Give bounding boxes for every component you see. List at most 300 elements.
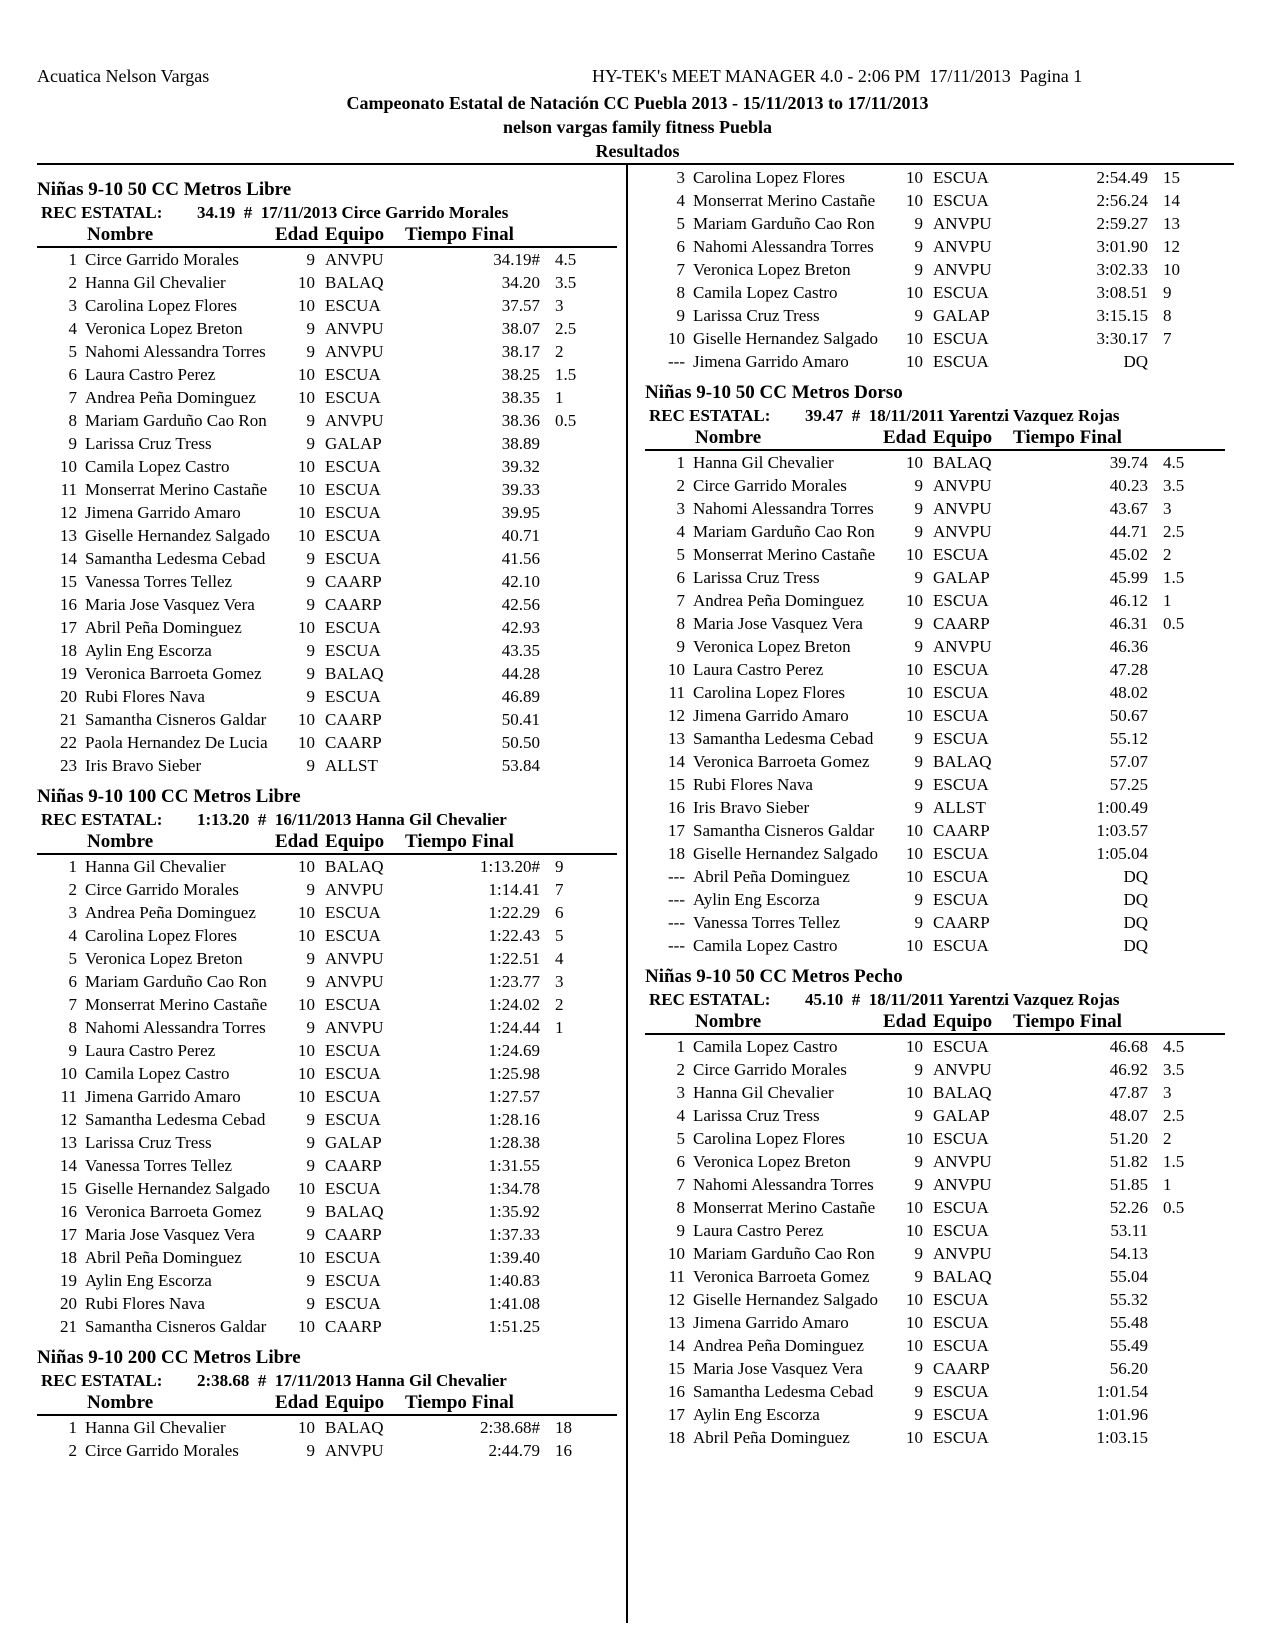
points: 3.5 (1163, 1060, 1185, 1079)
event-title: Niñas 9-10 50 CC Metros Libre (37, 179, 292, 200)
column-header-age: Edad (275, 224, 319, 245)
team: ESCUA (325, 365, 381, 384)
final-time: 34.20 (501, 273, 540, 292)
swimmer-name: Samantha Cisneros Galdar (693, 821, 875, 840)
place: 4 (68, 926, 77, 945)
final-time: 47.28 (1109, 660, 1148, 679)
age: 10 (906, 821, 923, 840)
place: 6 (68, 972, 77, 991)
table-header (37, 1392, 617, 1416)
age: 9 (306, 342, 315, 361)
team: ANVPU (933, 214, 992, 233)
place: 7 (676, 591, 685, 610)
team: BALAQ (933, 1083, 992, 1102)
place: 10 (668, 1244, 685, 1263)
age: 9 (914, 499, 923, 518)
team: ANVPU (325, 972, 384, 991)
table-row (37, 1416, 617, 1439)
swimmer-name: Camila Lopez Castro (693, 936, 838, 955)
age: 9 (914, 890, 923, 909)
record-label: REC ESTATAL: (41, 810, 163, 829)
age: 10 (906, 1428, 923, 1447)
place: 22 (60, 733, 77, 752)
age: 10 (906, 329, 923, 348)
table-row (37, 363, 617, 386)
swimmer-name: Monserrat Merino Castañe (693, 1198, 876, 1217)
points (1163, 350, 1213, 373)
points: 18 (555, 1418, 572, 1437)
age: 9 (306, 756, 315, 775)
team: GALAP (933, 1106, 990, 1125)
place: 4 (676, 191, 685, 210)
age: 10 (906, 453, 923, 472)
points: 3 (1163, 499, 1172, 518)
age: 10 (298, 1041, 315, 1060)
place: --- (668, 890, 685, 909)
place: 9 (676, 306, 685, 325)
points: 3 (555, 296, 564, 315)
right-column (645, 166, 1225, 1457)
age: 9 (914, 798, 923, 817)
table-row (37, 878, 617, 901)
points (1163, 750, 1213, 773)
swimmer-name: Circe Garrido Morales (693, 476, 847, 495)
points (1163, 1403, 1213, 1426)
age: 10 (906, 660, 923, 679)
column-header-team: Equipo (325, 1392, 385, 1413)
team: BALAQ (933, 752, 992, 771)
place: 7 (68, 388, 77, 407)
final-time: 2:56.24 (1096, 191, 1148, 210)
place: 1 (68, 1418, 77, 1437)
place: 9 (68, 1041, 77, 1060)
column-header-name: Nombre (695, 427, 762, 448)
final-time: 40.23 (1109, 476, 1148, 495)
swimmer-name: Nahomi Alessandra Torres (693, 237, 874, 256)
team: ESCUA (933, 352, 989, 371)
points: 2 (1163, 545, 1172, 564)
place: 14 (60, 1156, 77, 1175)
age: 10 (298, 733, 315, 752)
team: BALAQ (325, 1418, 384, 1437)
event-title: Niñas 9-10 50 CC Metros Pecho (645, 966, 903, 987)
team: ANVPU (325, 1441, 384, 1460)
swimmer-name: Monserrat Merino Castañe (693, 545, 876, 564)
points (1163, 842, 1213, 865)
swimmer-name: Giselle Hernandez Salgado (85, 1179, 271, 1198)
place: --- (668, 352, 685, 371)
swimmer-name: Carolina Lopez Flores (85, 926, 238, 945)
table-row (645, 212, 1225, 235)
place: 5 (68, 949, 77, 968)
event-section (645, 381, 1225, 957)
team: ANVPU (325, 319, 384, 338)
final-time: 55.04 (1109, 1267, 1148, 1286)
swimmer-name: Mariam Garduño Cao Ron (693, 1244, 875, 1263)
event-section (37, 1346, 617, 1462)
table-row (645, 543, 1225, 566)
column-header-age: Edad (275, 1392, 319, 1413)
swimmer-name: Andrea Peña Dominguez (85, 388, 256, 407)
place: 10 (668, 660, 685, 679)
table-row (645, 1426, 1225, 1449)
column-header-name: Nombre (87, 224, 154, 245)
team: ESCUA (325, 549, 381, 568)
table-row (645, 1311, 1225, 1334)
table-row (37, 1062, 617, 1085)
place: 15 (60, 572, 77, 591)
final-time: 1:41.08 (488, 1294, 540, 1313)
table-row (37, 1085, 617, 1108)
column-header-team: Equipo (325, 224, 385, 245)
points: 7 (1163, 329, 1172, 348)
place: 6 (676, 568, 685, 587)
points: 0.5 (1163, 614, 1185, 633)
swimmer-name: Nahomi Alessandra Torres (693, 499, 874, 518)
age: 9 (914, 214, 923, 233)
age: 10 (906, 545, 923, 564)
team: ESCUA (325, 926, 381, 945)
place: 7 (676, 260, 685, 279)
final-time: 46.12 (1109, 591, 1148, 610)
place: 17 (60, 618, 77, 637)
final-time: 1:13.20# (480, 857, 540, 876)
points: 3 (555, 972, 564, 991)
table-row (37, 901, 617, 924)
swimmer-name: Larissa Cruz Tress (693, 1106, 820, 1125)
team: ESCUA (933, 683, 989, 702)
swimmer-name: Hanna Gil Chevalier (693, 453, 834, 472)
table-row (37, 386, 617, 409)
table-row (645, 281, 1225, 304)
age: 10 (298, 857, 315, 876)
place: 1 (68, 857, 77, 876)
place: 14 (668, 1336, 685, 1355)
age: 9 (306, 687, 315, 706)
points (555, 1131, 605, 1154)
swimmer-name: Larissa Cruz Tress (693, 568, 820, 587)
points: 0.5 (555, 411, 577, 430)
place: 5 (676, 214, 685, 233)
swimmer-name: Vanessa Torres Tellez (85, 572, 233, 591)
swimmer-name: Jimena Garrido Amaro (85, 1087, 241, 1106)
age: 9 (914, 775, 923, 794)
final-time: 1:14.41 (488, 880, 540, 899)
record-label: REC ESTATAL: (41, 1371, 163, 1390)
final-time: 39.74 (1109, 453, 1148, 472)
team: CAARP (325, 733, 382, 752)
final-time: 52.26 (1109, 1198, 1148, 1217)
age: 10 (906, 1037, 923, 1056)
points: 9 (555, 857, 564, 876)
points (555, 1177, 605, 1200)
table-row (37, 1439, 617, 1462)
points (1163, 865, 1213, 888)
table-row (645, 635, 1225, 658)
team: ANVPU (933, 522, 992, 541)
age: 10 (298, 526, 315, 545)
table-row (37, 317, 617, 340)
points (555, 547, 605, 570)
final-time: 42.56 (501, 595, 540, 614)
table-row (645, 1173, 1225, 1196)
swimmer-name: Mariam Garduño Cao Ron (85, 411, 267, 430)
final-time: 3:02.33 (1096, 260, 1148, 279)
swimmer-name: Hanna Gil Chevalier (693, 1083, 834, 1102)
table-row (37, 993, 617, 1016)
swimmer-name: Monserrat Merino Castañe (85, 480, 268, 499)
points (555, 455, 605, 478)
final-time: 53.84 (501, 756, 540, 775)
age: 10 (298, 1317, 315, 1336)
table-row (645, 258, 1225, 281)
table-row (37, 970, 617, 993)
final-time: 51.82 (1109, 1152, 1148, 1171)
team: ESCUA (933, 936, 989, 955)
final-time: 1:00.49 (1096, 798, 1148, 817)
place: 23 (60, 756, 77, 775)
place: 12 (668, 1290, 685, 1309)
event-section (37, 785, 617, 1338)
points (1163, 1311, 1213, 1334)
table-row (645, 750, 1225, 773)
age: 10 (298, 1418, 315, 1437)
swimmer-name: Abril Peña Dominguez (693, 867, 850, 886)
team: ANVPU (933, 476, 992, 495)
points: 2.5 (555, 319, 577, 338)
age: 9 (914, 729, 923, 748)
age: 10 (906, 191, 923, 210)
final-time: 57.25 (1109, 775, 1148, 794)
points: 2.5 (1163, 522, 1185, 541)
table-header (645, 427, 1225, 451)
place: 3 (676, 168, 685, 187)
swimmer-name: Veronica Barroeta Gomez (85, 1202, 262, 1221)
final-time: 1:23.77 (488, 972, 540, 991)
points (1163, 1242, 1213, 1265)
record-value: 1:13.20 # 16/11/2013 Hanna Gil Chevalier (197, 810, 507, 829)
points: 1 (1163, 591, 1172, 610)
swimmer-name: Rubi Flores Nava (85, 1294, 205, 1313)
place: 5 (68, 342, 77, 361)
team: ESCUA (933, 1037, 989, 1056)
state-record (37, 809, 617, 831)
team: ESCUA (933, 867, 989, 886)
age: 10 (298, 480, 315, 499)
team: ANVPU (933, 1244, 992, 1263)
place: 11 (668, 683, 685, 702)
place: 1 (68, 250, 77, 269)
team: ESCUA (325, 995, 381, 1014)
points (555, 1315, 605, 1338)
swimmer-name: Monserrat Merino Castañe (693, 191, 876, 210)
points: 4 (555, 949, 564, 968)
team: ESCUA (933, 706, 989, 725)
place: 14 (668, 752, 685, 771)
team: ESCUA (325, 1294, 381, 1313)
final-time: 3:01.90 (1096, 237, 1148, 256)
age: 10 (298, 365, 315, 384)
place: --- (668, 913, 685, 932)
team: ANVPU (933, 1060, 992, 1079)
place: --- (668, 936, 685, 955)
place: 12 (60, 1110, 77, 1129)
swimmer-name: Nahomi Alessandra Torres (693, 1175, 874, 1194)
software-info: HY-TEK's MEET MANAGER 4.0 - 2:06 PM 17/11/2013 Pagina 1 (592, 66, 1083, 86)
final-time: 2:38.68# (480, 1418, 540, 1437)
team: ANVPU (933, 1175, 992, 1194)
team: ANVPU (325, 880, 384, 899)
table-row (645, 681, 1225, 704)
final-time: 42.93 (501, 618, 540, 637)
column-header-age: Edad (275, 831, 319, 852)
swimmer-name: Abril Peña Dominguez (693, 1428, 850, 1447)
swimmer-name: Abril Peña Dominguez (85, 618, 242, 637)
final-time: 43.67 (1109, 499, 1148, 518)
place: 8 (68, 411, 77, 430)
points: 13 (1163, 214, 1180, 233)
age: 10 (298, 388, 315, 407)
points: 1 (555, 388, 564, 407)
table-row (645, 497, 1225, 520)
team: ANVPU (325, 949, 384, 968)
points: 4.5 (1163, 1037, 1185, 1056)
team: CAARP (933, 821, 990, 840)
team: ESCUA (933, 1382, 989, 1401)
swimmer-name: Camila Lopez Castro (693, 1037, 838, 1056)
final-time: 46.89 (501, 687, 540, 706)
venue-name: nelson vargas family fitness Puebla (502, 117, 772, 137)
table-row (645, 1150, 1225, 1173)
final-time: DQ (1123, 890, 1148, 909)
points: 2 (555, 342, 564, 361)
table-row (37, 754, 617, 777)
team: ESCUA (325, 1064, 381, 1083)
table-row (37, 409, 617, 432)
table-row (645, 589, 1225, 612)
age: 9 (914, 568, 923, 587)
team: ESCUA (933, 1198, 989, 1217)
swimmer-name: Giselle Hernandez Salgado (693, 329, 879, 348)
table-row (37, 639, 617, 662)
swimmer-name: Samantha Cisneros Galdar (85, 1317, 267, 1336)
final-time: 48.07 (1109, 1106, 1148, 1125)
age: 9 (306, 411, 315, 430)
points: 1 (555, 1018, 564, 1037)
age: 9 (306, 664, 315, 683)
table-row (37, 501, 617, 524)
team: ESCUA (933, 1313, 989, 1332)
table-row (37, 432, 617, 455)
age: 10 (906, 706, 923, 725)
final-time: 2:59.27 (1096, 214, 1148, 233)
place: 10 (60, 1064, 77, 1083)
swimmer-name: Abril Peña Dominguez (85, 1248, 242, 1267)
final-time: 1:34.78 (488, 1179, 540, 1198)
table-row (645, 566, 1225, 589)
age: 10 (298, 1064, 315, 1083)
team: ESCUA (933, 591, 989, 610)
team: CAARP (325, 1317, 382, 1336)
place: 3 (676, 1083, 685, 1102)
swimmer-name: Maria Jose Vasquez Vera (85, 1225, 255, 1244)
final-time: 55.32 (1109, 1290, 1148, 1309)
points (1163, 704, 1213, 727)
final-time: 55.49 (1109, 1336, 1148, 1355)
swimmer-name: Nahomi Alessandra Torres (85, 342, 266, 361)
team: ANVPU (933, 237, 992, 256)
team: ANVPU (933, 637, 992, 656)
table-row (37, 1016, 617, 1039)
swimmer-name: Samantha Ledesma Cebad (693, 729, 874, 748)
age: 10 (906, 1083, 923, 1102)
age: 9 (914, 1359, 923, 1378)
place: 19 (60, 664, 77, 683)
final-time: 45.02 (1109, 545, 1148, 564)
points (555, 478, 605, 501)
place: 21 (60, 1317, 77, 1336)
team: CAARP (933, 913, 990, 932)
place: 2 (68, 1441, 77, 1460)
final-time: 1:03.15 (1096, 1428, 1148, 1447)
swimmer-name: Circe Garrido Morales (85, 880, 239, 899)
age: 9 (914, 306, 923, 325)
team: ESCUA (325, 1110, 381, 1129)
final-time: 1:24.44 (488, 1018, 540, 1037)
table-row (37, 855, 617, 878)
age: 10 (906, 168, 923, 187)
points: 16 (555, 1441, 572, 1460)
age: 9 (306, 1018, 315, 1037)
table-row (645, 796, 1225, 819)
age: 9 (914, 614, 923, 633)
final-time: 1:51.25 (488, 1317, 540, 1336)
state-record (37, 1370, 617, 1392)
team: BALAQ (325, 664, 384, 683)
swimmer-name: Nahomi Alessandra Torres (85, 1018, 266, 1037)
points: 7 (555, 880, 564, 899)
final-time: 1:01.96 (1096, 1405, 1148, 1424)
final-time: 44.71 (1109, 522, 1148, 541)
table-row (37, 1039, 617, 1062)
team: BALAQ (325, 857, 384, 876)
points: 2 (1163, 1129, 1172, 1148)
points: 1.5 (1163, 568, 1185, 587)
points: 0.5 (1163, 1198, 1185, 1217)
swimmer-name: Aylin Eng Escorza (85, 1271, 212, 1290)
place: 17 (60, 1225, 77, 1244)
team: CAARP (325, 595, 382, 614)
table-row (37, 662, 617, 685)
team: ESCUA (325, 503, 381, 522)
place: 5 (676, 1129, 685, 1148)
table-row (37, 1154, 617, 1177)
age: 10 (298, 1248, 315, 1267)
table-row (645, 1403, 1225, 1426)
event-section (37, 178, 617, 777)
age: 9 (306, 319, 315, 338)
age: 10 (906, 1313, 923, 1332)
team: ANVPU (325, 411, 384, 430)
points (555, 1154, 605, 1177)
final-time: 38.17 (501, 342, 540, 361)
points: 1.5 (1163, 1152, 1185, 1171)
swimmer-name: Veronica Lopez Breton (85, 949, 243, 968)
age: 10 (906, 936, 923, 955)
place: 3 (68, 296, 77, 315)
age: 9 (306, 1156, 315, 1175)
place: 18 (668, 1428, 685, 1447)
